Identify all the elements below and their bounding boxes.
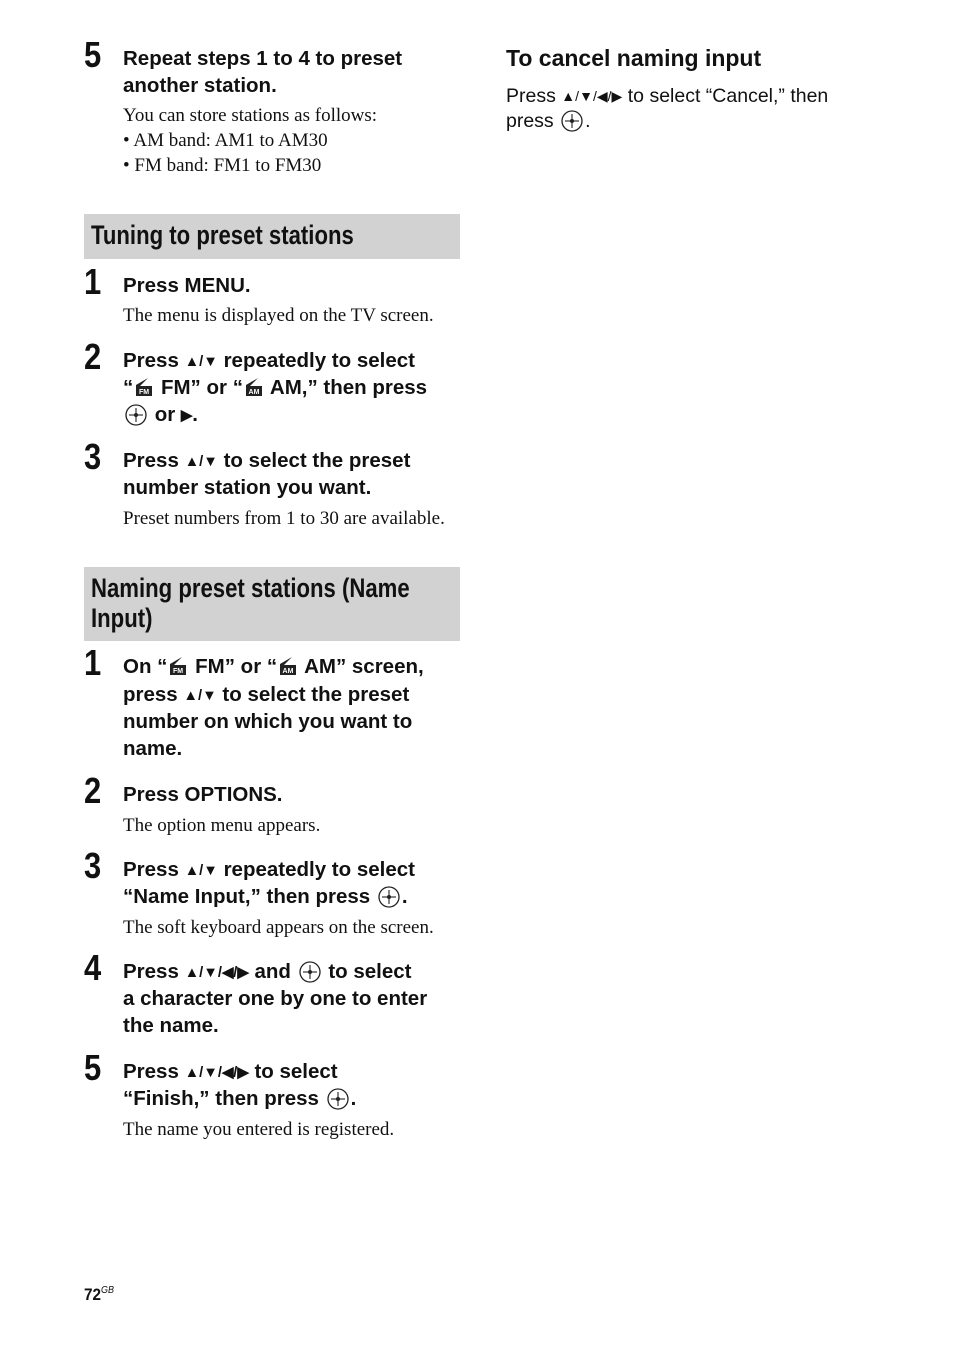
text: Press: [123, 449, 179, 472]
text: repeatedly to select: [223, 349, 415, 372]
section-title: Naming preset stations (Name: [91, 573, 410, 603]
text: Press: [123, 349, 179, 372]
text: or: [154, 403, 176, 426]
step-description: The soft keyboard appears on the screen.: [123, 917, 434, 938]
text: repeatedly to select: [223, 858, 415, 881]
section-band-tuning: [84, 214, 460, 259]
step-heading: a character one by one to enter: [123, 987, 428, 1010]
step-heading: [123, 374, 427, 401]
page-number: [84, 1281, 114, 1305]
step-heading: [123, 1058, 338, 1087]
step-description: The option menu appears.: [123, 815, 321, 836]
step-heading: “Finish,” then press .: [123, 1087, 357, 1110]
step-heading: “Name Input,” then press .: [123, 885, 408, 908]
text: to select the preset: [223, 449, 411, 472]
svg-text:FM: FM: [173, 668, 184, 675]
text: and: [254, 960, 291, 983]
step-number: 5: [84, 1047, 102, 1088]
section-title: Input): [91, 603, 153, 633]
text: press: [506, 110, 554, 132]
step-number: 2: [84, 336, 102, 377]
page-number-value: 72: [84, 1285, 102, 1304]
step-heading: number station you want.: [123, 476, 372, 499]
svg-text:AM: AM: [248, 389, 260, 396]
step-heading: [123, 347, 415, 376]
text: Press: [123, 1060, 179, 1083]
text: Press: [123, 858, 179, 881]
step-heading: the name.: [123, 1014, 219, 1037]
text: to select “Cancel,” then: [627, 85, 829, 107]
step-description: You can store stations as follows:: [123, 105, 378, 126]
step-heading: Press OPTIONS.: [123, 783, 283, 806]
enter-button-icon: [327, 1088, 349, 1110]
cancel-instructions: [506, 84, 828, 134]
step-description: Preset numbers from 1 to 30 are available.: [123, 508, 445, 529]
am-tuner-icon: [278, 656, 298, 676]
step-heading: Press MENU.: [123, 274, 251, 297]
cancel-heading: To cancel naming input: [506, 45, 762, 71]
text: “Finish,” then press: [123, 1087, 319, 1110]
region-code: GB: [101, 1285, 115, 1296]
enter-button-icon: [299, 961, 321, 983]
svg-text:FM: FM: [139, 389, 150, 396]
up-down-arrow-icon: ▲/▼: [184, 354, 218, 370]
text: FM” or “: [195, 655, 278, 678]
text: to select: [254, 1060, 338, 1083]
step-description: The menu is displayed on the TV screen.: [123, 305, 434, 326]
cancel-line-1: [506, 84, 828, 109]
enter-button-icon: [561, 110, 583, 132]
text: AM,” then press: [269, 376, 428, 399]
text: to select: [328, 960, 412, 983]
step-number: 2: [84, 770, 102, 811]
text: press: [123, 683, 178, 706]
step-description: The name you entered is registered.: [123, 1119, 395, 1140]
text: to select the preset: [222, 683, 410, 706]
step-heading: [123, 653, 424, 680]
step-heading: another station.: [123, 74, 277, 97]
text: AM” screen,: [304, 655, 424, 678]
up-down-arrow-icon: ▲/▼: [183, 688, 217, 704]
arrow-keys-icon: ▲/▼/◀/▶: [184, 1065, 249, 1081]
arrow-keys-icon: ▲/▼/◀/▶: [184, 965, 249, 981]
enter-button-icon: [378, 886, 400, 908]
step-number: 1: [84, 261, 102, 302]
step-heading: number on which you want to: [123, 710, 413, 733]
text: On “: [123, 655, 168, 678]
step-number: 5: [84, 34, 102, 75]
step-heading: [123, 958, 411, 987]
list-item: • FM band: FM1 to FM30: [123, 155, 322, 176]
text: “: [123, 376, 134, 399]
step-heading: [123, 681, 409, 710]
step-heading: name.: [123, 737, 183, 760]
step-number: 3: [84, 845, 102, 886]
cancel-line-2: press .: [506, 110, 591, 132]
up-down-arrow-icon: ▲/▼: [184, 863, 218, 879]
text: Press: [506, 85, 556, 107]
section-band-naming: [84, 567, 460, 641]
am-tuner-icon: [244, 377, 264, 397]
up-down-arrow-icon: ▲/▼: [184, 454, 218, 470]
step-heading: or ▶.: [123, 401, 198, 430]
text: “Name Input,” then press: [123, 885, 371, 908]
step-heading: [123, 447, 410, 476]
svg-text:AM: AM: [282, 668, 294, 675]
fm-tuner-icon: [134, 377, 154, 397]
list-item: • AM band: AM1 to AM30: [123, 130, 328, 151]
text: Press: [123, 960, 179, 983]
fm-tuner-icon: [168, 656, 188, 676]
section-title: Tuning to preset stations: [91, 220, 354, 250]
step-heading: Repeat steps 1 to 4 to preset: [123, 47, 403, 70]
step-number: 4: [84, 947, 102, 988]
step-heading: [123, 856, 415, 885]
enter-button-icon: [125, 404, 147, 426]
text: FM” or “: [160, 376, 243, 399]
step-number: 3: [84, 436, 102, 477]
arrow-keys-icon: ▲/▼/◀/▶: [561, 88, 623, 104]
right-arrow-icon: ▶: [180, 408, 193, 424]
step-number: 1: [84, 642, 102, 683]
